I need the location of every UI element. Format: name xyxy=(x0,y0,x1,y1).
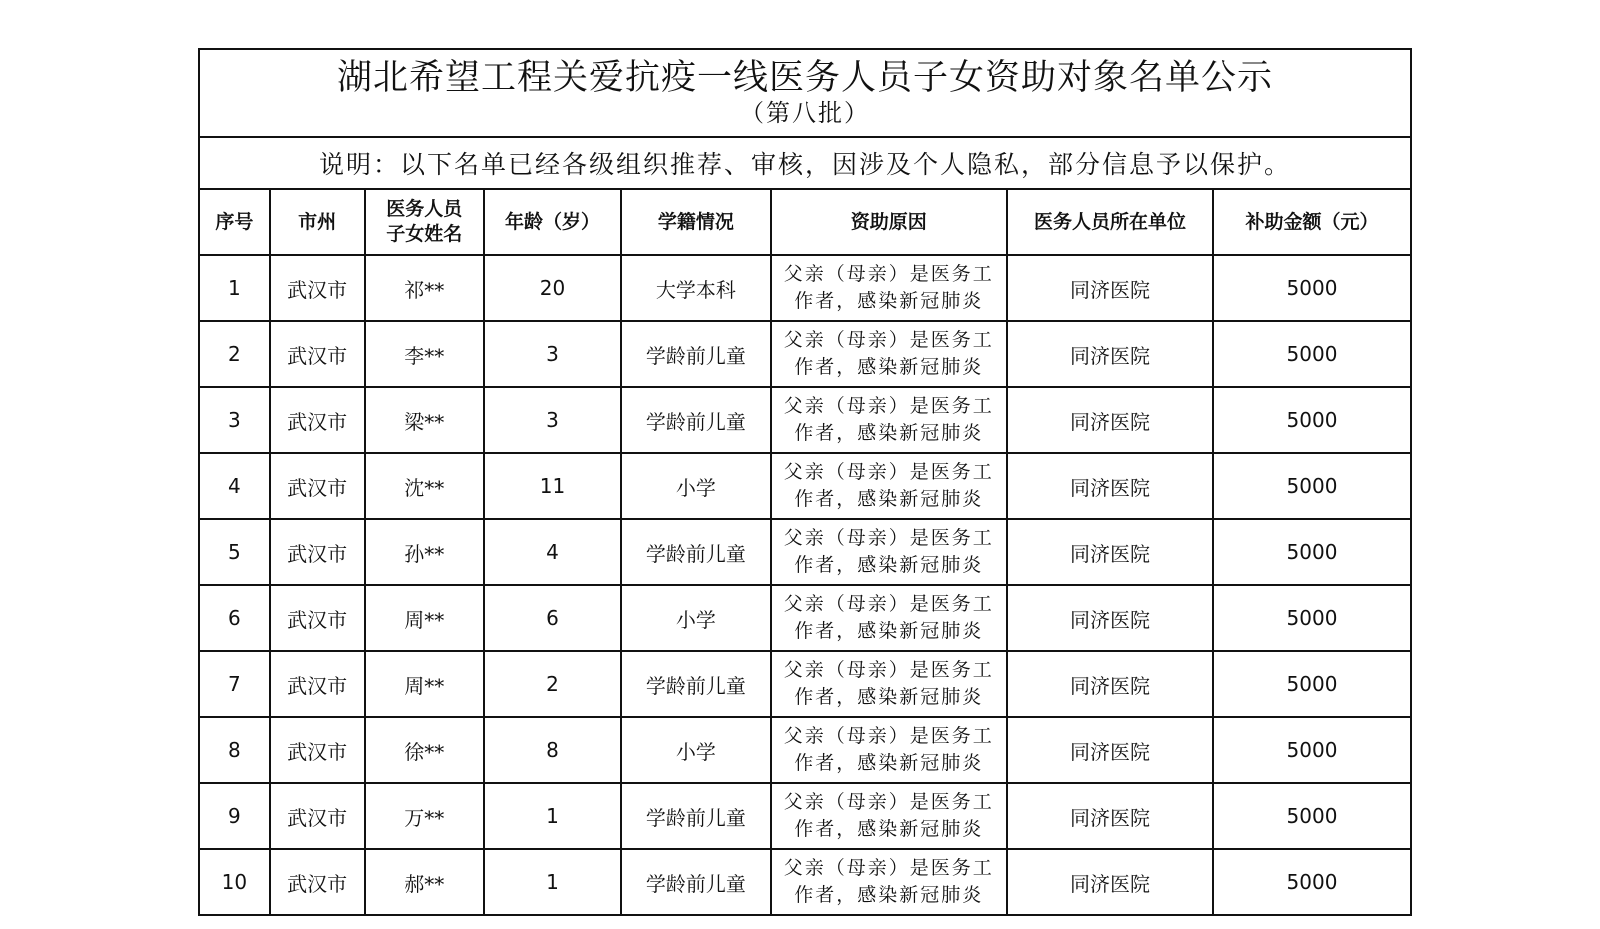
cell-serial-number: 7 xyxy=(199,651,270,717)
cell-amount: 5000 xyxy=(1213,255,1411,321)
header-work-unit: 医务人员所在单位 xyxy=(1007,189,1213,255)
cell-city: 武汉市 xyxy=(270,717,365,783)
cell-child-name: 周** xyxy=(365,585,484,651)
cell-work-unit: 同济医院 xyxy=(1007,519,1213,585)
cell-amount: 5000 xyxy=(1213,387,1411,453)
aid-reason-text: 父亲（母亲）是医务工作者，感染新冠肺炎 xyxy=(783,527,994,576)
cell-amount: 5000 xyxy=(1213,849,1411,915)
cell-work-unit: 同济医院 xyxy=(1007,453,1213,519)
cell-school-status: 大学本科 xyxy=(621,255,770,321)
aid-reason-text: 父亲（母亲）是医务工作者，感染新冠肺炎 xyxy=(783,395,994,444)
cell-child-name: 李** xyxy=(365,321,484,387)
cell-school-status: 学龄前儿童 xyxy=(621,519,770,585)
cell-aid-reason xyxy=(771,651,1007,717)
cell-serial-number: 9 xyxy=(199,783,270,849)
cell-age: 3 xyxy=(484,321,621,387)
aid-reason-text: 父亲（母亲）是医务工作者，感染新冠肺炎 xyxy=(783,593,994,642)
cell-serial-number: 3 xyxy=(199,387,270,453)
cell-age: 20 xyxy=(484,255,621,321)
aid-reason-text: 父亲（母亲）是医务工作者，感染新冠肺炎 xyxy=(783,791,994,840)
table-row xyxy=(199,717,1411,783)
cell-school-status: 学龄前儿童 xyxy=(621,321,770,387)
cell-aid-reason xyxy=(771,519,1007,585)
cell-age: 3 xyxy=(484,387,621,453)
table-row xyxy=(199,783,1411,849)
table-row xyxy=(199,651,1411,717)
aid-reason-text: 父亲（母亲）是医务工作者，感染新冠肺炎 xyxy=(783,461,994,510)
cell-age: 8 xyxy=(484,717,621,783)
cell-amount: 5000 xyxy=(1213,519,1411,585)
cell-child-name: 沈** xyxy=(365,453,484,519)
header-age: 年龄（岁） xyxy=(484,189,621,255)
table-row xyxy=(199,255,1411,321)
header-aid-reason: 资助原因 xyxy=(771,189,1007,255)
cell-serial-number: 5 xyxy=(199,519,270,585)
cell-aid-reason xyxy=(771,849,1007,915)
table-row xyxy=(199,585,1411,651)
cell-child-name: 郝** xyxy=(365,849,484,915)
cell-school-status: 小学 xyxy=(621,717,770,783)
aid-reason-text: 父亲（母亲）是医务工作者，感染新冠肺炎 xyxy=(783,725,994,774)
cell-school-status: 小学 xyxy=(621,585,770,651)
cell-child-name: 梁** xyxy=(365,387,484,453)
cell-city: 武汉市 xyxy=(270,519,365,585)
table-row xyxy=(199,387,1411,453)
header-school-status: 学籍情况 xyxy=(621,189,770,255)
cell-amount: 5000 xyxy=(1213,321,1411,387)
aid-reason-text: 父亲（母亲）是医务工作者，感染新冠肺炎 xyxy=(783,659,994,708)
cell-aid-reason xyxy=(771,783,1007,849)
header-child-name-label: 医务人员子女姓名 xyxy=(386,198,463,245)
header-serial-number: 序号 xyxy=(199,189,270,255)
cell-age: 6 xyxy=(484,585,621,651)
cell-aid-reason xyxy=(771,321,1007,387)
cell-city: 武汉市 xyxy=(270,651,365,717)
cell-serial-number: 6 xyxy=(199,585,270,651)
cell-serial-number: 8 xyxy=(199,717,270,783)
aid-reason-text: 父亲（母亲）是医务工作者，感染新冠肺炎 xyxy=(783,263,994,312)
cell-amount: 5000 xyxy=(1213,651,1411,717)
cell-school-status: 学龄前儿童 xyxy=(621,783,770,849)
table-row xyxy=(199,453,1411,519)
cell-city: 武汉市 xyxy=(270,585,365,651)
aid-reason-text: 父亲（母亲）是医务工作者，感染新冠肺炎 xyxy=(783,329,994,378)
cell-work-unit: 同济医院 xyxy=(1007,321,1213,387)
cell-child-name: 周** xyxy=(365,651,484,717)
cell-work-unit: 同济医院 xyxy=(1007,717,1213,783)
cell-age: 4 xyxy=(484,519,621,585)
cell-aid-reason xyxy=(771,387,1007,453)
cell-work-unit: 同济医院 xyxy=(1007,585,1213,651)
title-block xyxy=(199,49,1411,137)
table-row xyxy=(199,519,1411,585)
aid-reason-text: 父亲（母亲）是医务工作者，感染新冠肺炎 xyxy=(783,857,994,906)
cell-serial-number: 1 xyxy=(199,255,270,321)
cell-work-unit: 同济医院 xyxy=(1007,255,1213,321)
cell-amount: 5000 xyxy=(1213,585,1411,651)
cell-age: 1 xyxy=(484,849,621,915)
cell-work-unit: 同济医院 xyxy=(1007,783,1213,849)
cell-school-status: 学龄前儿童 xyxy=(621,651,770,717)
cell-city: 武汉市 xyxy=(270,321,365,387)
cell-amount: 5000 xyxy=(1213,453,1411,519)
cell-work-unit: 同济医院 xyxy=(1007,387,1213,453)
cell-school-status: 学龄前儿童 xyxy=(621,849,770,915)
cell-child-name: 万** xyxy=(365,783,484,849)
cell-child-name: 祁** xyxy=(365,255,484,321)
header-child-name xyxy=(365,189,484,255)
cell-age: 2 xyxy=(484,651,621,717)
cell-aid-reason xyxy=(771,585,1007,651)
page-subtitle: （第八批） xyxy=(740,99,870,127)
header-city: 市州 xyxy=(270,189,365,255)
cell-serial-number: 4 xyxy=(199,453,270,519)
cell-work-unit: 同济医院 xyxy=(1007,849,1213,915)
cell-serial-number: 10 xyxy=(199,849,270,915)
explanation-note: 说明：以下名单已经各级组织推荐、审核，因涉及个人隐私，部分信息予以保护。 xyxy=(199,137,1411,189)
recipient-list-table xyxy=(198,48,1412,916)
cell-serial-number: 2 xyxy=(199,321,270,387)
cell-aid-reason xyxy=(771,453,1007,519)
cell-school-status: 学龄前儿童 xyxy=(621,387,770,453)
cell-aid-reason xyxy=(771,717,1007,783)
cell-age: 11 xyxy=(484,453,621,519)
cell-work-unit: 同济医院 xyxy=(1007,651,1213,717)
header-amount: 补助金额（元） xyxy=(1213,189,1411,255)
table-row xyxy=(199,849,1411,915)
cell-child-name: 徐** xyxy=(365,717,484,783)
cell-city: 武汉市 xyxy=(270,387,365,453)
table-row xyxy=(199,321,1411,387)
cell-age: 1 xyxy=(484,783,621,849)
cell-amount: 5000 xyxy=(1213,783,1411,849)
cell-child-name: 孙** xyxy=(365,519,484,585)
cell-city: 武汉市 xyxy=(270,783,365,849)
cell-aid-reason xyxy=(771,255,1007,321)
cell-school-status: 小学 xyxy=(621,453,770,519)
cell-city: 武汉市 xyxy=(270,255,365,321)
cell-amount: 5000 xyxy=(1213,717,1411,783)
page-title: 湖北希望工程关爱抗疫一线医务人员子女资助对象名单公示 xyxy=(336,58,1273,98)
cell-city: 武汉市 xyxy=(270,849,365,915)
table-header-row xyxy=(199,189,1411,255)
cell-city: 武汉市 xyxy=(270,453,365,519)
